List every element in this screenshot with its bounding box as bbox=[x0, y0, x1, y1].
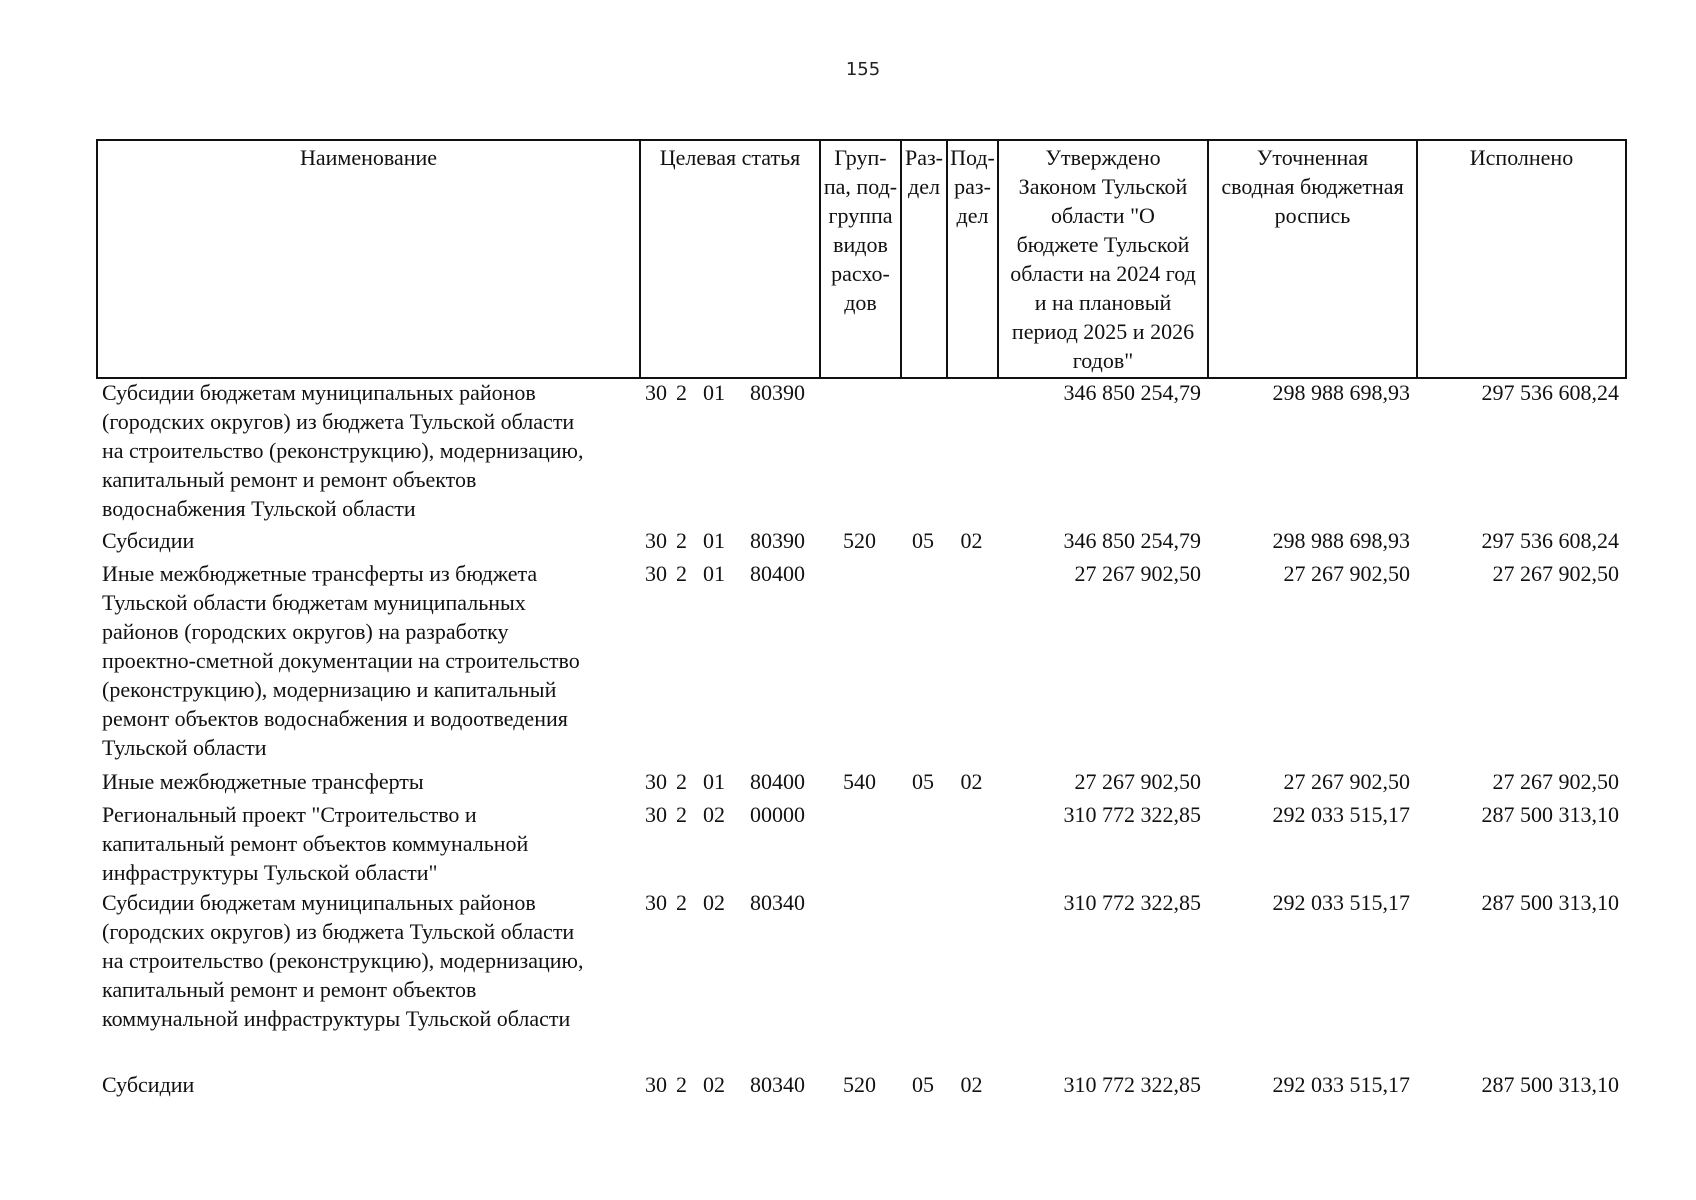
target-code-part: 02 bbox=[703, 802, 725, 827]
target-code-part: 00000 bbox=[750, 802, 805, 827]
approved-amount: 310 772 322,85 bbox=[1063, 890, 1201, 915]
header-line: Утверждено bbox=[1045, 145, 1161, 170]
row-name bbox=[102, 1070, 637, 1099]
row-name-line: (городских округов) из бюджета Тульской области bbox=[102, 919, 575, 944]
refined-amount: 298 988 698,93 bbox=[1272, 380, 1410, 405]
executed-amount: 297 536 608,24 bbox=[1481, 528, 1619, 553]
approved-amount: 27 267 902,50 bbox=[1074, 769, 1201, 794]
target-code-part: 2 bbox=[676, 802, 687, 827]
header-line: дел bbox=[956, 203, 989, 228]
header-line: видов bbox=[833, 232, 888, 257]
target-code-part: 30 bbox=[645, 802, 667, 827]
row-name-line: Региональный проект "Строительство и bbox=[102, 802, 477, 827]
target-code-part: 30 bbox=[645, 528, 667, 553]
row-name-line: проектно-сметной документации на строительство bbox=[102, 648, 580, 673]
header-line: дел bbox=[908, 174, 940, 199]
target-code-part: 30 bbox=[645, 890, 667, 915]
target-code-part: 01 bbox=[703, 528, 725, 553]
target-code-part: 2 bbox=[676, 890, 687, 915]
header-line: период 2025 и 2026 bbox=[1011, 319, 1195, 344]
column-rule bbox=[96, 139, 98, 379]
group-code: 520 bbox=[843, 1072, 876, 1097]
target-code-part: 80390 bbox=[750, 528, 805, 553]
column-rule bbox=[1416, 139, 1418, 379]
header-line: Уточненная bbox=[1256, 145, 1369, 170]
refined-amount: 292 033 515,17 bbox=[1272, 890, 1410, 915]
header-line: па, под- bbox=[823, 174, 898, 199]
target-code-part: 80390 bbox=[750, 380, 805, 405]
header-line: и на плановый bbox=[1034, 290, 1172, 315]
section-code: 05 bbox=[912, 769, 934, 794]
row-name bbox=[102, 526, 637, 555]
subsection-code: 02 bbox=[960, 528, 983, 553]
target-code-part: 80400 bbox=[750, 561, 805, 586]
target-code-part: 2 bbox=[676, 528, 687, 553]
row-name-line: коммунальной инфраструктуры Тульской области bbox=[102, 1006, 571, 1031]
target-code-part: 02 bbox=[703, 890, 725, 915]
row-name-line: Субсидии bbox=[102, 1072, 195, 1097]
target-code-part: 02 bbox=[703, 1072, 725, 1097]
row-name-line: Субсидии бюджетам муниципальных районов bbox=[102, 890, 536, 915]
row-name-line: на строительство (реконструкцию), модернизацию, bbox=[102, 438, 584, 463]
target-code-part: 30 bbox=[645, 769, 667, 794]
header-refined bbox=[1209, 143, 1416, 230]
section-code: 05 bbox=[912, 1072, 934, 1097]
executed-amount: 297 536 608,24 bbox=[1481, 380, 1619, 405]
header-name: Наименование bbox=[299, 145, 438, 170]
target-code-part: 80400 bbox=[750, 769, 805, 794]
header-section bbox=[902, 143, 946, 201]
target-code-part: 2 bbox=[676, 1072, 687, 1097]
executed-amount: 27 267 902,50 bbox=[1492, 769, 1619, 794]
target-code-part: 80340 bbox=[750, 1072, 805, 1097]
target-code-part: 01 bbox=[703, 380, 725, 405]
row-name-line: на строительство (реконструкцию), модернизацию, bbox=[102, 948, 584, 973]
approved-amount: 346 850 254,79 bbox=[1063, 528, 1201, 553]
page-number: 155 bbox=[845, 59, 881, 80]
executed-amount: 27 267 902,50 bbox=[1492, 561, 1619, 586]
row-name-line: инфраструктуры Тульской области" bbox=[102, 860, 438, 885]
row-name-line: (городских округов) из бюджета Тульской области bbox=[102, 409, 575, 434]
approved-amount: 310 772 322,85 bbox=[1063, 802, 1201, 827]
row-name bbox=[102, 800, 637, 887]
target-code-part: 30 bbox=[645, 561, 667, 586]
header-approved bbox=[999, 143, 1207, 375]
group-code: 520 bbox=[843, 528, 876, 553]
target-code-part: 80340 bbox=[750, 890, 805, 915]
header-target: Целевая статья bbox=[659, 145, 801, 170]
header-line: Под- bbox=[950, 145, 995, 170]
target-code-part: 2 bbox=[676, 769, 687, 794]
refined-amount: 27 267 902,50 bbox=[1283, 769, 1410, 794]
subsection-code: 02 bbox=[960, 769, 983, 794]
row-name-line: капитальный ремонт и ремонт объектов bbox=[102, 467, 477, 492]
header-line: раз- bbox=[954, 174, 991, 199]
target-code-part: 01 bbox=[703, 769, 725, 794]
row-name-line: Субсидии бюджетам муниципальных районов bbox=[102, 380, 536, 405]
header-line: бюджете Тульской bbox=[1016, 232, 1190, 257]
row-name-line: Иные межбюджетные трансферты из бюджета bbox=[102, 561, 538, 586]
refined-amount: 292 033 515,17 bbox=[1272, 802, 1410, 827]
target-code-part: 2 bbox=[676, 561, 687, 586]
row-name-line: Тульской области bbox=[102, 735, 267, 760]
section-code: 05 bbox=[912, 528, 934, 553]
target-code-part: 2 bbox=[676, 380, 687, 405]
target-code-part: 01 bbox=[703, 561, 725, 586]
header-line: Раз- bbox=[904, 145, 944, 170]
header-subsection bbox=[948, 143, 997, 230]
approved-amount: 310 772 322,85 bbox=[1063, 1072, 1201, 1097]
header-line: Груп- bbox=[834, 145, 887, 170]
approved-amount: 346 850 254,79 bbox=[1063, 380, 1201, 405]
refined-amount: 27 267 902,50 bbox=[1283, 561, 1410, 586]
header-executed: Исполнено bbox=[1469, 145, 1574, 170]
row-name-line: Субсидии bbox=[102, 528, 195, 553]
header-line: Законом Тульской bbox=[1018, 174, 1188, 199]
refined-amount: 298 988 698,93 bbox=[1272, 528, 1410, 553]
header-line: области "О bbox=[1051, 203, 1155, 228]
table-top-border bbox=[96, 139, 1627, 141]
header-line: сводная бюджетная bbox=[1221, 174, 1404, 199]
row-name-line: Иные межбюджетные трансферты bbox=[102, 769, 424, 794]
row-name-line: водоснабжения Тульской области bbox=[102, 496, 416, 521]
executed-amount: 287 500 313,10 bbox=[1481, 1072, 1619, 1097]
refined-amount: 292 033 515,17 bbox=[1272, 1072, 1410, 1097]
target-code-part: 30 bbox=[645, 1072, 667, 1097]
executed-amount: 287 500 313,10 bbox=[1481, 802, 1619, 827]
column-rule bbox=[639, 139, 641, 379]
target-code-part: 30 bbox=[645, 380, 667, 405]
column-rule bbox=[1625, 139, 1627, 379]
row-name-line: ремонт объектов водоснабжения и водоотведения bbox=[102, 706, 568, 731]
group-code: 540 bbox=[843, 769, 876, 794]
row-name-line: (реконструкцию), модернизацию и капитальный bbox=[102, 677, 557, 702]
subsection-code: 02 bbox=[960, 1072, 983, 1097]
row-name-line: Тульской области бюджетам муниципальных bbox=[102, 590, 526, 615]
row-name-line: районов (городских округов) на разработку bbox=[102, 619, 509, 644]
row-name bbox=[102, 888, 637, 1033]
header-line: роспись bbox=[1274, 203, 1351, 228]
header-line: дов bbox=[844, 290, 877, 315]
row-name bbox=[102, 378, 637, 523]
approved-amount: 27 267 902,50 bbox=[1074, 561, 1201, 586]
row-name-line: капитальный ремонт и ремонт объектов bbox=[102, 977, 477, 1002]
header-line: области на 2024 год bbox=[1010, 261, 1196, 286]
header-line: группа bbox=[828, 203, 893, 228]
header-line: расхо- bbox=[831, 261, 890, 286]
header-line: годов" bbox=[1072, 348, 1134, 373]
row-name bbox=[102, 559, 637, 762]
header-group bbox=[821, 143, 900, 317]
executed-amount: 287 500 313,10 bbox=[1481, 890, 1619, 915]
row-name-line: капитальный ремонт объектов коммунальной bbox=[102, 831, 529, 856]
row-name bbox=[102, 767, 637, 796]
